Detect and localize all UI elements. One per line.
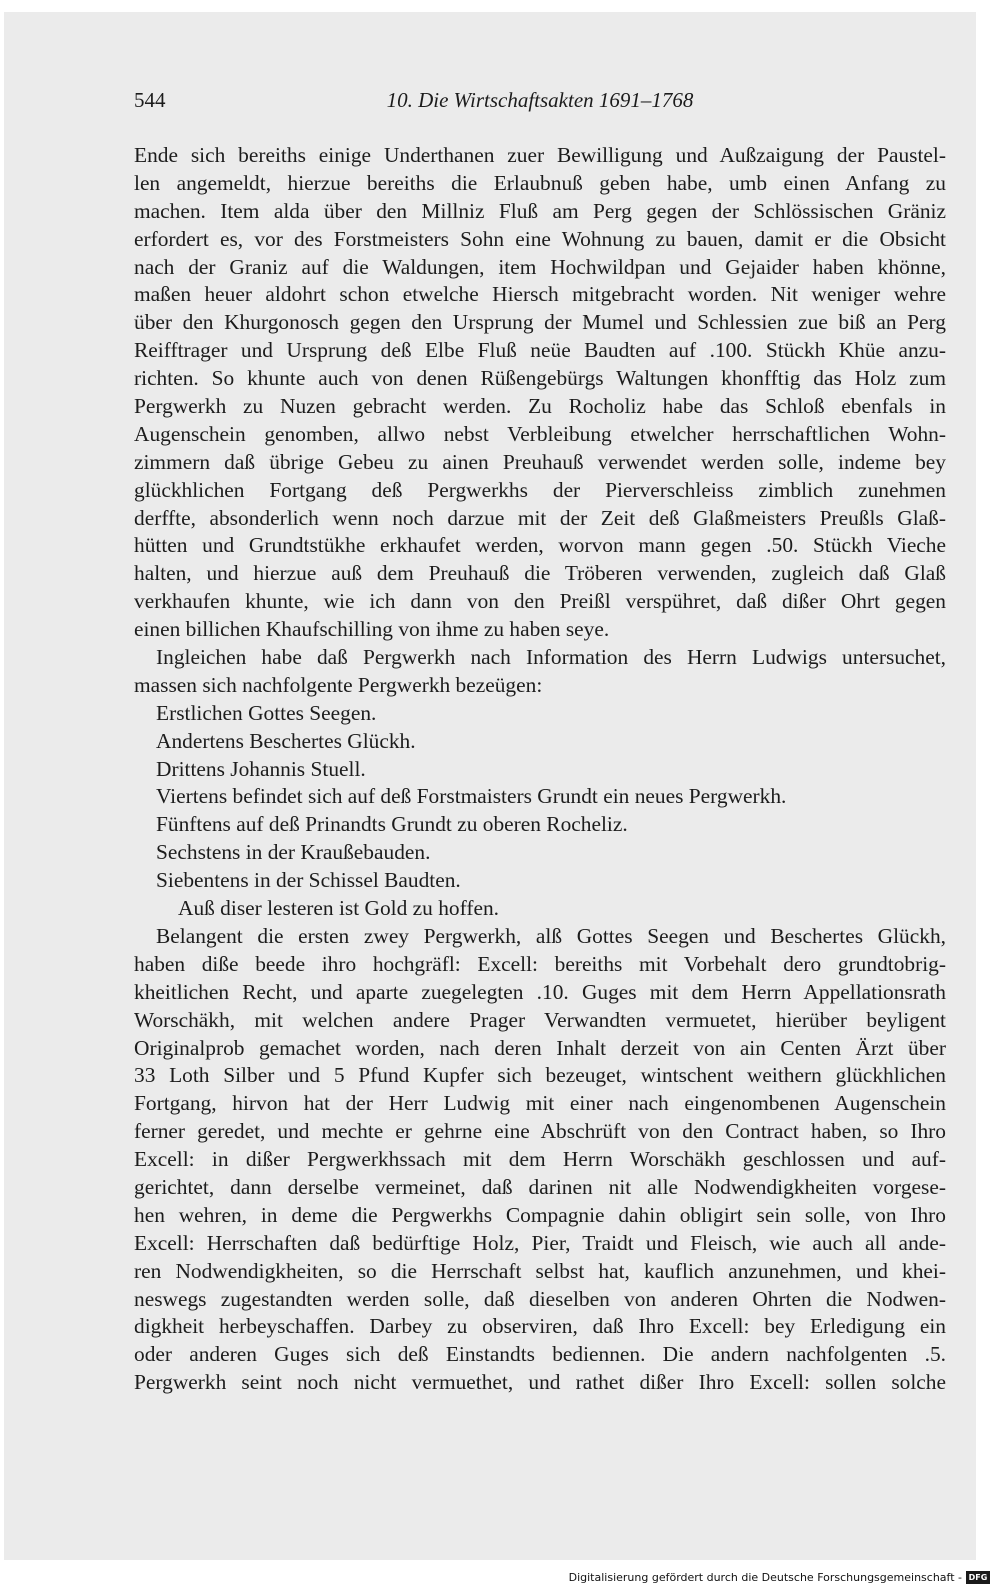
text-line: Worschäkh, mit welchen andere Prager Verwandten vermuetet, hierüber beyligent: [134, 1007, 946, 1032]
text-line: Ingleichen habe daß Pergwerkh nach Information des Herrn Ludwigs untersuchet,: [156, 645, 946, 670]
text-line: massen sich nachfolgente Pergwerkh bezeügen:: [134, 672, 543, 697]
dfg-logo-icon: DFG: [966, 1571, 990, 1584]
footer-text: Digitalisierung gefördert durch die Deutsche Forschungsgemeinschaft -: [568, 1571, 962, 1584]
text-line: 33 Loth Silber und 5 Pfund Kupfer sich bezeuget, wintschent weithern glückhlichen: [134, 1063, 946, 1088]
list-item: Fünftens auf deß Prinandts Grundt zu oberen Rocheliz.: [156, 812, 628, 837]
text-line: richten. So khunte auch von denen Rüßengebürgs Waltungen khonfftig das Holz zum: [134, 366, 946, 391]
text-line: Fortgang, hirvon hat der Herr Ludwig mit einer nach eingenombenen Augenschein: [134, 1091, 946, 1116]
text-line: len angemeldt, hierzue bereiths die Erlaubnuß geben habe, umb einen Anfang zu: [134, 170, 946, 195]
text-line: digkheit herbeyschaffen. Darbey zu observiren, daß Ihro Excell: bey Erledigung ein: [134, 1314, 946, 1339]
text-line: gerichtet, dann derselbe vermeinet, daß darinen nit alle Nodwendigkheiten vorgese-: [134, 1174, 946, 1199]
text-line: kheitlichen Recht, und aparte zuegelegten .10. Guges mit dem Herrn Appellationsrath: [134, 979, 946, 1004]
chapter-title: 10. Die Wirtschaftsakten 1691–1768: [386, 88, 694, 112]
text-line: maßen heuer aldohrt schon etwelche Hiersch mitgebracht worden. Nit weniger wehre: [134, 282, 946, 307]
body-text: [134, 142, 946, 1397]
list-item: Siebentens in der Schissel Baudten.: [156, 868, 461, 893]
text-line: verkhaufen khunte, wie ich dann von den Preißl verspühret, daß dißer Ohrt gegen: [134, 589, 946, 614]
text-line: Auß diser lesteren ist Gold zu hoffen.: [178, 896, 499, 921]
text-line: hütten und Grundtstükhe erkhaufet werden, worvon mann gegen .50. Stückh Vieche: [134, 533, 946, 558]
text-line: oder anderen Guges sich deß Einstandts bediennen. Die andern nachfolgenten .5.: [134, 1342, 946, 1367]
text-line: Reifftrager und Ursprung deß Elbe Fluß neüe Baudten auf .100. Stückh Khüe anzu-: [134, 338, 946, 363]
text-line: Ende sich bereiths einige Underthanen zuer Bewilligung und Außzaigung der Paustel-: [134, 143, 946, 167]
text-line: Pergwerkh seint noch nicht vermuethet, und rathet dißer Ihro Excell: sollen solche: [134, 1370, 946, 1395]
text-line: neswegs zugestandten werden solle, daß dieselben von anderen Ohrten die Nodwen-: [134, 1286, 946, 1311]
text-line: zimmern daß übrige Gebeu zu ainen Preuhauß verwendet werden solle, indeme bey: [134, 449, 946, 474]
text-line: einen billichen Khaufschilling von ihme zu haben seye.: [134, 617, 610, 642]
text-line: nach der Graniz auf die Waldungen, item Hochwildpan und Gejaider haben khönne,: [134, 254, 946, 279]
text-line: halten, und hierzue auß dem Preuhauß die Tröberen verwenden, zugleich daß Glaß: [134, 561, 946, 586]
list-item: Erstlichen Gottes Seegen.: [156, 700, 377, 725]
text-line: erfordert es, vor des Forstmeisters Sohn eine Wohnung zu bauen, damit er die Obsicht: [134, 226, 946, 251]
running-head: [134, 88, 946, 116]
text-line: ferner geredet, und mechte er gehrne eine Abschrüft von den Contract haben, so Ihro: [134, 1119, 946, 1144]
text-line: machen. Item alda über den Millniz Fluß am Perg gegen der Schlössischen Gräniz: [134, 198, 946, 223]
text-line: über den Khurgonosch gegen den Ursprung der Mumel und Schlessien zue biß an Perg: [134, 310, 946, 335]
list-item: Andertens Beschertes Glückh.: [156, 728, 416, 753]
page-number: 544: [134, 88, 166, 112]
text-line: Excell: Herrschaften daß bedürftige Holz, Pier, Traidt und Fleisch, wie auch all ande-: [134, 1230, 946, 1255]
text-line: hen wehren, in deme die Pergwerkhs Compagnie dahin obligirt sein solle, von Ihro: [134, 1202, 946, 1227]
text-line: haben diße beede ihro hochgräfl: Excell: bereiths mit Vorbehalt dero grundtobrig-: [134, 951, 946, 976]
text-line: Originalprob gemachet worden, nach deren Inhalt derzeit von ain Centen Ärzt über: [134, 1035, 946, 1060]
list-item: Viertens befindet sich auf deß Forstmaisters Grundt ein neues Pergwerkh.: [156, 784, 787, 809]
text-line: derffte, absonderlich wenn noch darzue mit der Zeit deß Glaßmeisters Preußls Glaß-: [134, 505, 946, 530]
text-line: Pergwerkh zu Nuzen gebracht werden. Zu Rocholiz habe das Schloß ebenfals in: [134, 394, 946, 419]
list-item: Drittens Johannis Stuell.: [156, 756, 366, 781]
text-line: Belangent die ersten zwey Pergwerkh, alß Gottes Seegen und Beschertes Glückh,: [156, 923, 946, 948]
text-line: ren Nodwendigkheiten, so die Herrschaft selbst hat, kauflich anzunehmen, und khei-: [134, 1258, 946, 1283]
digitization-footer: [569, 1571, 990, 1584]
text-line: Excell: in dißer Pergwerkhssach mit dem Herrn Worschäkh geschlossen und auf-: [134, 1147, 946, 1172]
list-item: Sechstens in der Kraußebauden.: [156, 840, 431, 865]
text-line: Augenschein genomben, allwo nebst Verbleibung etwelcher herrschaftlichen Wohn-: [134, 421, 946, 446]
text-line: glückhlichen Fortgang deß Pergwerkhs der Pierverschleiss zimblich zunehmen: [134, 477, 946, 502]
